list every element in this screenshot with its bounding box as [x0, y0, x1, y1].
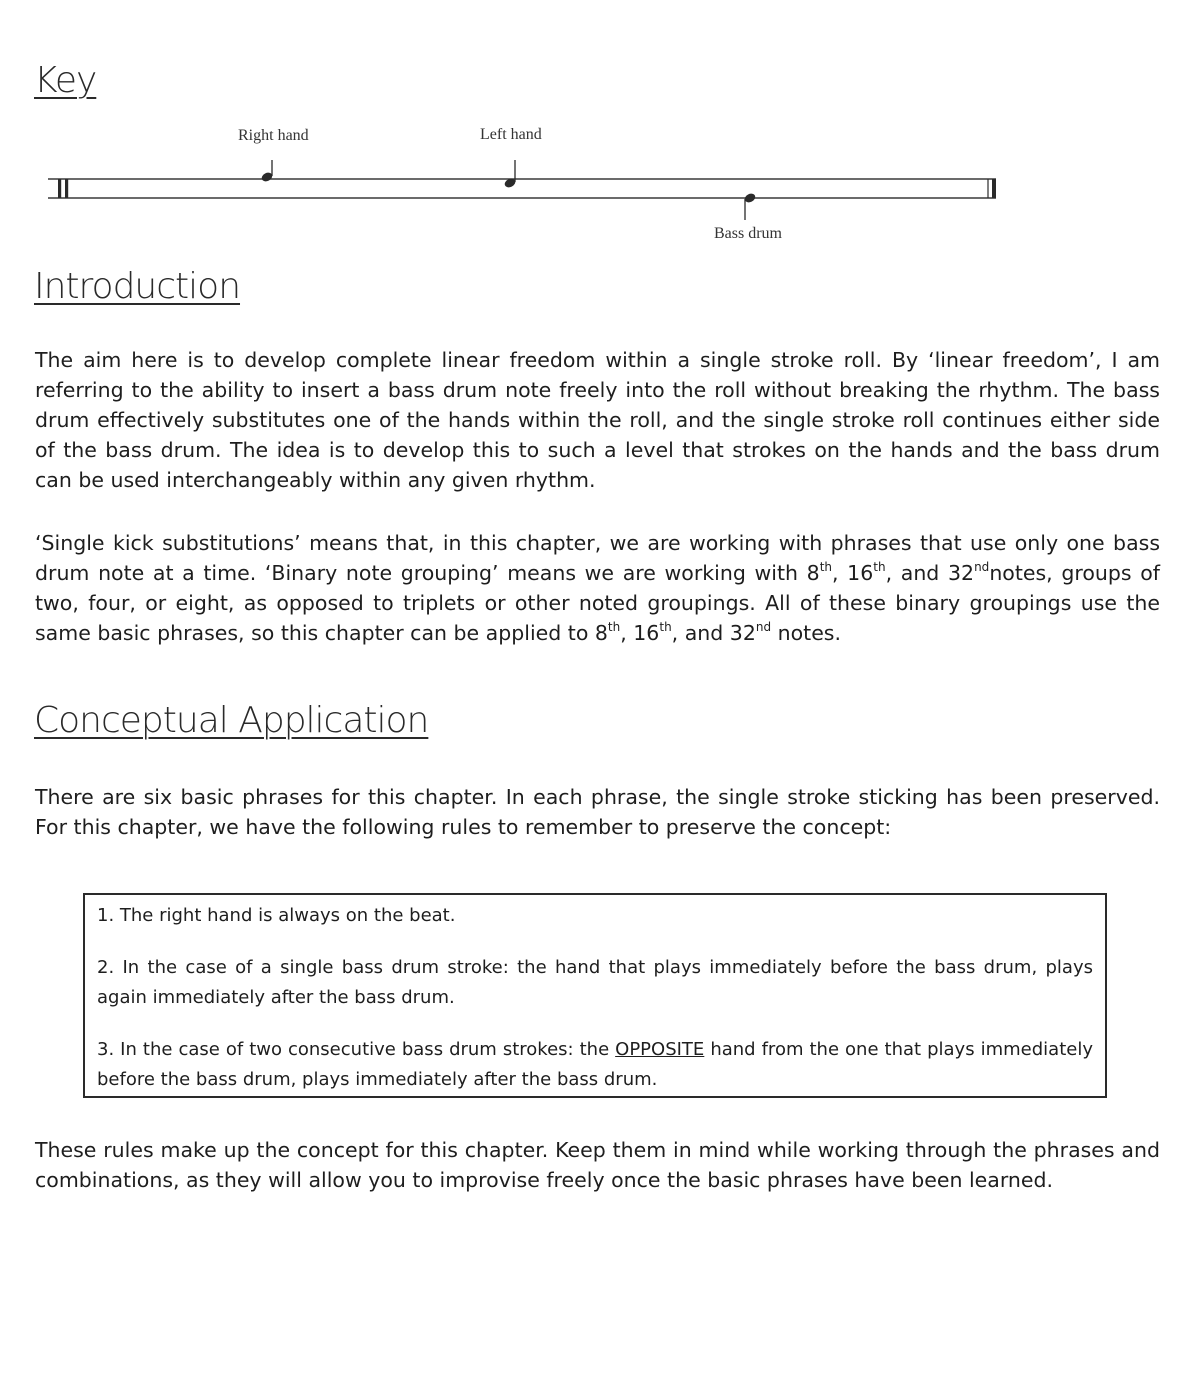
right-hand-label: Right hand	[238, 127, 309, 144]
rule-1: 1. The right hand is always on the beat.	[97, 905, 456, 926]
start-barline	[58, 179, 68, 198]
left-hand-label: Left hand	[480, 126, 542, 143]
rules-box	[83, 893, 1107, 1098]
end-barline	[988, 179, 996, 198]
introduction-heading: Introduction	[34, 266, 241, 307]
bass-drum-label: Bass drum	[714, 225, 782, 242]
conceptual-paragraph-1: There are six basic phrases for this chapter. In each phrase, the single stroke sticking has been preserved. For this chapter, we have the following rules to remember to preserve the concept:	[35, 785, 1160, 839]
key-heading: Key	[34, 60, 97, 101]
introduction-paragraph-1: The aim here is to develop complete linear freedom within a single stroke roll. By ‘linear freedom’, I am referring to the ability to insert a bass drum note freely into the roll without breaking the rhythm. The bass drum effectively substitutes one of the hands within the roll, and the single stroke roll continues either side of the bass drum. The idea is to develop this to such a level that strokes on the hands and the bass drum can be used interchangeably within any given rhythm.	[35, 348, 1160, 492]
bass-drum-note	[743, 192, 756, 220]
notation-staff	[0, 160, 1200, 220]
left-hand-note	[503, 160, 516, 189]
conceptual-paragraph-2: These rules make up the concept for this chapter. Keep them in mind while working through the phrases and combinations, as they will allow you to improvise freely once the basic phrases have been learned.	[35, 1138, 1160, 1192]
rule-2: 2. In the case of a single bass drum stroke: the hand that plays immediately before the bass drum, plays again immediately after the bass drum.	[97, 957, 1093, 1008]
conceptual-application-heading: Conceptual Application	[34, 700, 429, 741]
rule-3: 3. In the case of two consecutive bass drum strokes: the OPPOSITE hand from the one that plays immediately before the bass drum, plays immediately after the bass drum.	[97, 1039, 1093, 1090]
opposite-emphasis: OPPOSITE	[615, 1039, 705, 1060]
introduction-paragraph-2: ‘Single kick substitutions’ means that, in this chapter, we are working with phrases that use only one bass drum note at a time. ‘Binary note grouping’ means we are working with 8th, 16th, and 32ndnotes, groups of two, four, or eight, as opposed to triplets or other noted groupings. All of these binary groupings use the same basic phrases, so this chapter can be applied to 8th, 16th, and 32nd notes.	[35, 531, 1160, 645]
